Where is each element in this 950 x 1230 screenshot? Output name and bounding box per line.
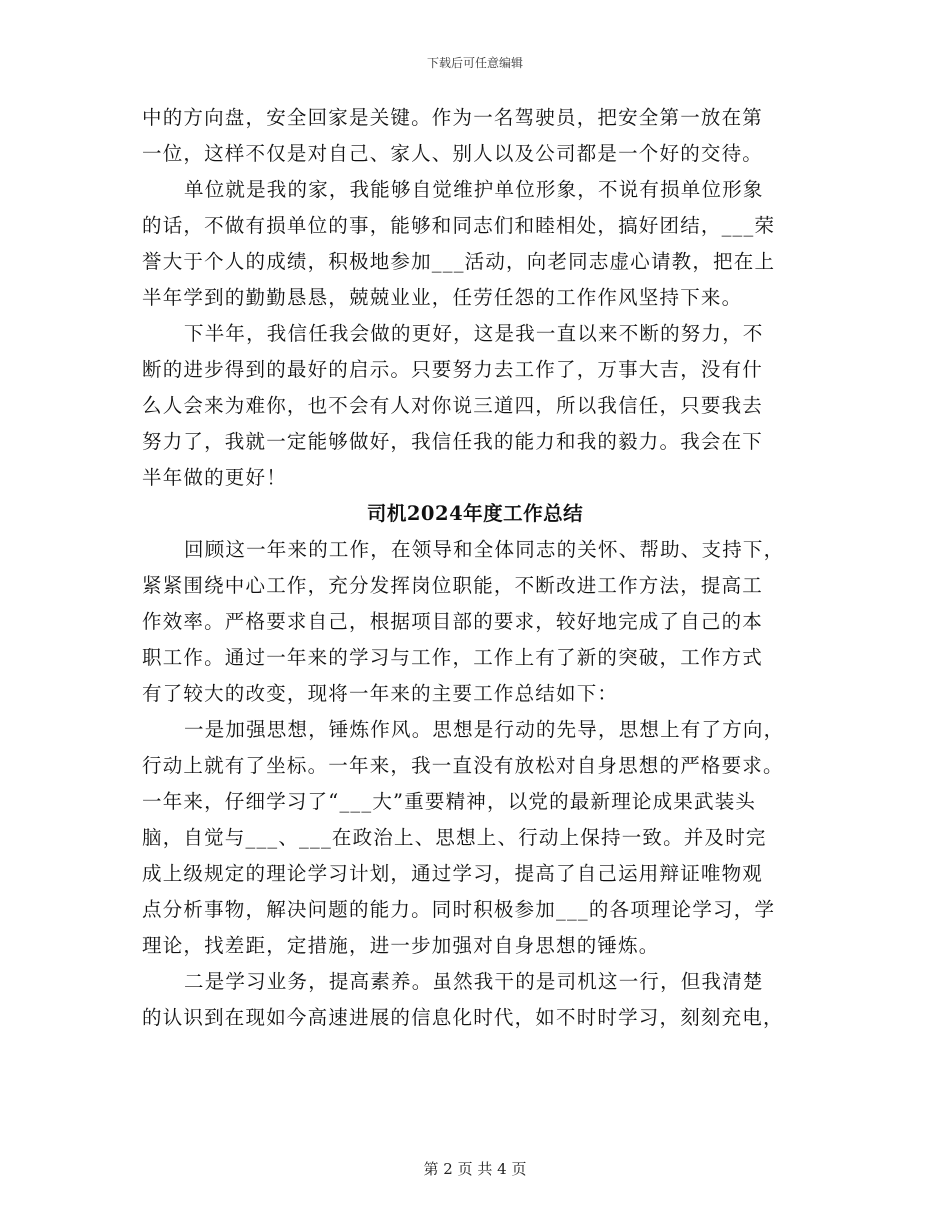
text-line: 理论，找差距，定措施，进一步加强对自身思想的锤炼。 (142, 934, 660, 957)
text-line: 的话，不做有损单位的事，能够和同志们和睦相处，搞好团结，___荣 (142, 214, 776, 237)
text-line: 行动上就有了坐标。一年来，我一直没有放松对自身思想的严格要求。 (142, 754, 784, 777)
text-line: 半年学到的勤勤恳恳，兢兢业业，任劳任怨的工作作风坚持下来。 (142, 286, 743, 309)
text-line: 断的进步得到的最好的启示。只要努力去工作了，万事大吉，没有什 (142, 358, 764, 381)
text-line: 单位就是我的家，我能够自觉维护单位形象，不说有损单位形象 (184, 178, 764, 201)
text-line: 的认识到在现如今高速进展的信息化时代，如不时时学习，刻刻充电， (142, 1006, 784, 1029)
text-line: 有了较大的改变，现将一年来的主要工作总结如下： (142, 682, 619, 705)
text-line: 回顾这一年来的工作，在领导和全体同志的关怀、帮助、支持下， (184, 538, 785, 561)
text-line: 半年做的更好！ (142, 466, 287, 489)
text-line: 作效率。严格要求自己，根据项目部的要求，较好地完成了自己的本 (142, 610, 764, 633)
text-line: 么人会来为难你，也不会有人对你说三道四，所以我信任，只要我去 (142, 394, 764, 417)
text-line: 一是加强思想，锤炼作风。思想是行动的先导，思想上有了方向， (184, 718, 785, 741)
text-line: 点分析事物，解决问题的能力。同时积极参加___的各项理论学习，学 (142, 898, 776, 921)
document-body (142, 100, 808, 1036)
text-line: 下半年，我信任我会做的更好，这是我一直以来不断的努力，不 (184, 322, 764, 345)
text-line: 二是学习业务，提高素养。虽然我干的是司机这一行，但我清楚 (184, 970, 764, 993)
header-note: 下载后可任意编辑 (426, 56, 523, 70)
text-line: 一年来，仔细学习了“___大”重要精神，以党的最新理论成果武装头 (142, 790, 757, 813)
page-footer: 第 2 页 共 4 页 (423, 1160, 527, 1178)
text-line: 成上级规定的理论学习计划，通过学习，提高了自己运用辩证唯物观 (142, 862, 764, 885)
text-line: 一位，这样不仅是对自己、家人、别人以及公司都是一个好的交待。 (142, 142, 764, 165)
section-title: 司机2024年度工作总结 (366, 502, 584, 525)
text-line: 紧紧围绕中心工作，充分发挥岗位职能，不断改进工作方法，提高工 (142, 574, 764, 597)
text-line: 努力了，我就一定能够做好，我信任我的能力和我的毅力。我会在下 (142, 430, 764, 453)
text-line: 中的方向盘，安全回家是关键。作为一名驾驶员，把安全第一放在第 (142, 106, 764, 129)
text-line: 誉大于个人的成绩，积极地参加___活动，向老同志虚心请教，把在上 (142, 250, 776, 273)
text-line: 职工作。通过一年来的学习与工作，工作上有了新的突破，工作方式 (142, 646, 764, 669)
text-line: 脑，自觉与___、___在政治上、思想上、行动上保持一致。并及时完 (142, 826, 767, 849)
